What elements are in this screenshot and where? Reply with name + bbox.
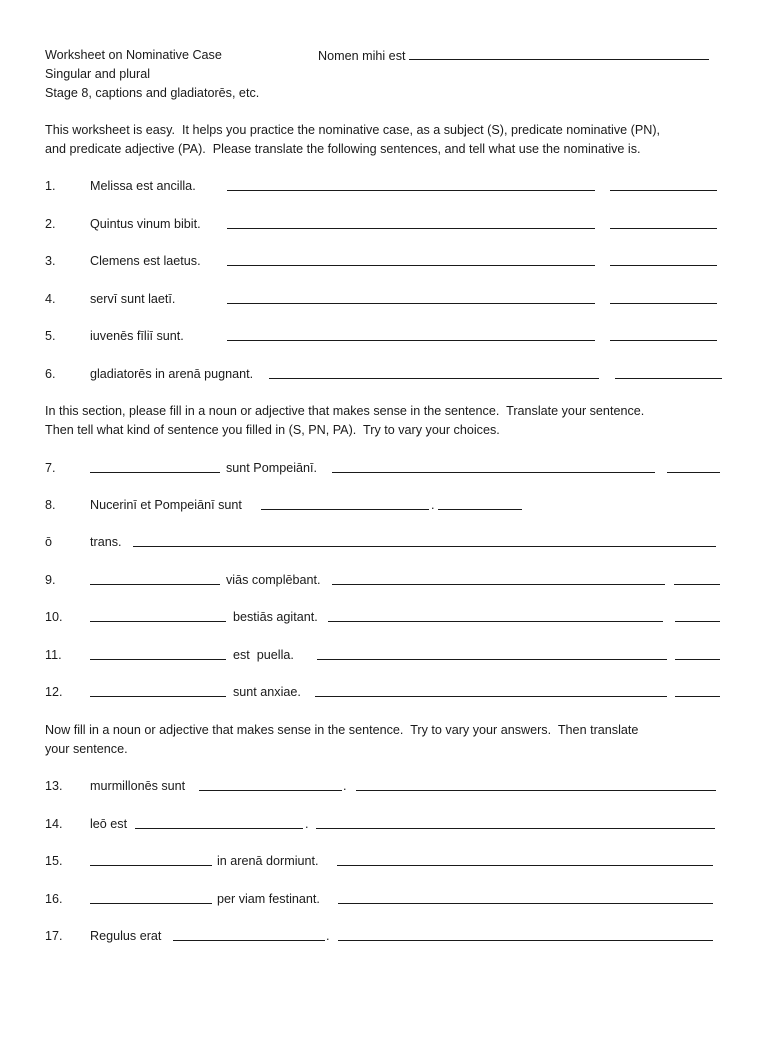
item-number: ō	[45, 535, 53, 549]
item-number: 1.	[45, 179, 56, 193]
use-blank	[615, 366, 722, 379]
list-item	[45, 928, 725, 944]
fill-in-blank	[90, 647, 226, 660]
translation-blank	[227, 253, 595, 266]
list-item	[45, 647, 725, 663]
intro-text: and predicate adjective (PA). Please translate the following sentences, and tell what use the nominative is.	[45, 142, 641, 156]
item-sentence: Quintus vinum bibit.	[90, 217, 201, 231]
item-number: 7.	[45, 461, 56, 475]
translation-blank	[338, 928, 713, 941]
item-number: 4.	[45, 292, 56, 306]
worksheet-subtitle: Singular and plural	[45, 67, 151, 81]
translation-blank	[227, 178, 595, 191]
item-sentence: per viam festinant.	[217, 892, 320, 906]
item-sentence: in arenā dormiunt.	[217, 854, 319, 868]
use-blank	[610, 328, 717, 341]
translation-blank	[227, 216, 595, 229]
use-blank	[610, 178, 717, 191]
item-sentence: gladiatorēs in arenā pugnant.	[90, 367, 254, 381]
name-line	[318, 47, 709, 64]
list-item	[45, 328, 725, 344]
fill-in-blank	[90, 684, 226, 697]
use-blank	[675, 609, 720, 622]
item-number: 15.	[45, 854, 63, 868]
item-sentence: bestiās agitant.	[233, 610, 318, 624]
translation-blank	[269, 366, 599, 379]
item-sentence: trans.	[90, 535, 122, 549]
item-number: 8.	[45, 498, 56, 512]
translation-blank	[328, 609, 663, 622]
translation-blank	[338, 891, 713, 904]
use-blank	[675, 647, 720, 660]
section-instructions: Now fill in a noun or adjective that makes sense in the sentence. Try to vary your answers. Then translate	[45, 723, 639, 737]
translation-blank	[133, 534, 716, 547]
fill-in-blank	[135, 816, 303, 829]
item-number: 2.	[45, 217, 56, 231]
item-sentence: Nucerinī et Pompeiānī sunt	[90, 498, 242, 512]
item-sentence: leō est	[90, 817, 128, 831]
list-item	[45, 291, 725, 307]
list-item	[45, 253, 725, 269]
item-number: 16.	[45, 892, 63, 906]
period: .	[305, 817, 309, 831]
item-number: 9.	[45, 573, 56, 587]
item-number: 17.	[45, 929, 63, 943]
name-blank	[409, 47, 709, 60]
item-sentence: viās complēbant.	[226, 573, 321, 587]
intro-text: This worksheet is easy. It helps you practice the nominative case, as a subject (S), predicate nominative (PN),	[45, 123, 661, 137]
use-blank	[610, 291, 717, 304]
section-instructions: Then tell what kind of sentence you filled in (S, PN, PA). Try to vary your choices.	[45, 423, 500, 437]
translation-blank	[337, 853, 713, 866]
fill-in-blank	[90, 891, 212, 904]
list-item	[45, 816, 725, 832]
translation-blank	[316, 816, 715, 829]
use-blank	[610, 253, 717, 266]
period: .	[326, 929, 330, 943]
list-item	[45, 534, 725, 550]
period: .	[431, 498, 435, 512]
fill-in-blank	[90, 609, 226, 622]
item-sentence: Melissa est ancilla.	[90, 179, 196, 193]
item-number: 12.	[45, 685, 63, 699]
item-number: 13.	[45, 779, 63, 793]
list-item	[45, 216, 725, 232]
use-blank	[675, 684, 720, 697]
fill-in-blank	[261, 497, 429, 510]
list-item	[45, 572, 725, 588]
section-instructions: your sentence.	[45, 742, 128, 756]
item-sentence: sunt anxiae.	[233, 685, 301, 699]
list-item	[45, 853, 725, 869]
item-number: 5.	[45, 329, 56, 343]
item-sentence: Regulus erat	[90, 929, 162, 943]
translation-blank	[356, 778, 716, 791]
use-blank	[667, 460, 720, 473]
use-blank	[438, 497, 522, 510]
list-item	[45, 609, 725, 625]
translation-blank	[315, 684, 667, 697]
fill-in-blank	[173, 928, 325, 941]
item-sentence: est puella.	[233, 648, 294, 662]
item-number: 10.	[45, 610, 63, 624]
translation-blank	[227, 328, 595, 341]
section-instructions: In this section, please fill in a noun or adjective that makes sense in the sentence. Translate your sentence.	[45, 404, 645, 418]
translation-blank	[332, 460, 655, 473]
use-blank	[610, 216, 717, 229]
period: .	[343, 779, 347, 793]
fill-in-blank	[90, 460, 220, 473]
item-sentence: murmillonēs sunt	[90, 779, 186, 793]
name-label: Nomen mihi est	[318, 49, 406, 63]
translation-blank	[227, 291, 595, 304]
list-item	[45, 684, 725, 700]
list-item	[45, 778, 725, 794]
translation-blank	[317, 647, 667, 660]
list-item	[45, 497, 725, 513]
translation-blank	[332, 572, 665, 585]
worksheet-title: Worksheet on Nominative Case	[45, 48, 222, 62]
item-sentence: sunt Pompeiānī.	[226, 461, 318, 475]
item-number: 14.	[45, 817, 63, 831]
item-number: 11.	[45, 648, 62, 662]
item-number: 3.	[45, 254, 56, 268]
fill-in-blank	[90, 853, 212, 866]
item-number: 6.	[45, 367, 56, 381]
item-sentence: servī sunt laetī.	[90, 292, 176, 306]
use-blank	[674, 572, 720, 585]
list-item	[45, 366, 725, 382]
worksheet-subtitle: Stage 8, captions and gladiatorēs, etc.	[45, 86, 260, 100]
list-item	[45, 178, 725, 194]
item-sentence: iuvenēs fīliī sunt.	[90, 329, 184, 343]
item-sentence: Clemens est laetus.	[90, 254, 201, 268]
fill-in-blank	[199, 778, 342, 791]
list-item	[45, 460, 725, 476]
list-item	[45, 891, 725, 907]
fill-in-blank	[90, 572, 220, 585]
